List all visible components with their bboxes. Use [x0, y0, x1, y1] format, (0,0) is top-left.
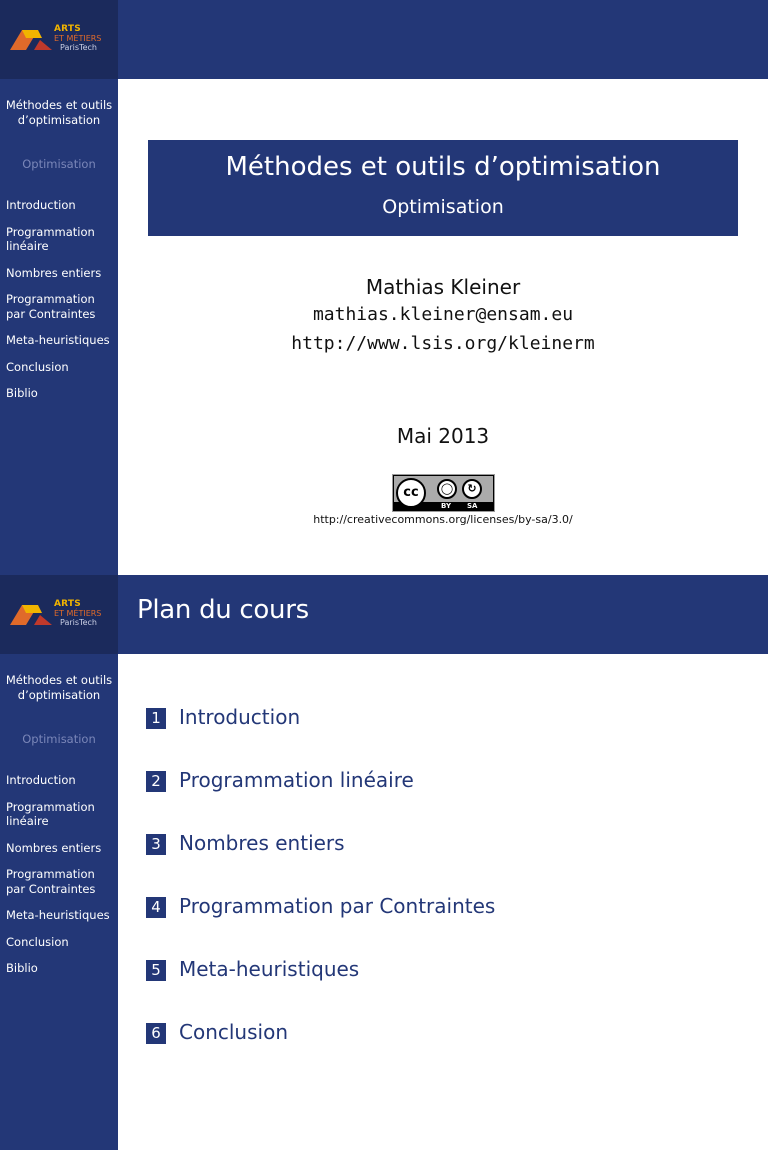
cc-icon: cc [396, 478, 426, 508]
toc-label[interactable]: Conclusion [179, 1020, 288, 1044]
sidebar-item-biblio[interactable]: Biblio [6, 386, 38, 400]
logo-text-arts: ARTS [54, 24, 81, 34]
logo-text-et-metiers: ET MÉTIERS [54, 609, 102, 618]
sidebar-course-subtitle[interactable]: Optimisation [22, 732, 96, 746]
sidebar-item-programmation-contraintes[interactable]: Programmation par Contraintes [6, 292, 96, 321]
toc-label[interactable]: Programmation linéaire [179, 768, 414, 792]
toc-number: 5 [146, 960, 166, 981]
sidebar-nav [6, 198, 116, 413]
share-alike-icon: ↻ [462, 479, 482, 499]
cc-sa-label: SA [467, 502, 478, 510]
sidebar-course-title[interactable]: Méthodes et outils d’optimisation [5, 98, 113, 127]
logo-mark-icon [8, 601, 52, 627]
cc-by-sa-badge-icon [392, 474, 495, 512]
author-email: mathias.kleiner@ensam.eu [312, 304, 574, 325]
presentation-title: Méthodes et outils d’optimisation [225, 152, 661, 182]
logo-mark-icon [8, 26, 52, 52]
toc-label[interactable]: Introduction [179, 705, 301, 729]
sidebar [0, 79, 118, 575]
sidebar-item-nombres-entiers[interactable]: Nombres entiers [6, 265, 102, 280]
arts-et-metiers-logo [8, 599, 114, 629]
presentation-date: Mai 2013 [396, 424, 490, 448]
toc-label[interactable]: Programmation par Contraintes [179, 894, 496, 918]
logo-area [0, 575, 118, 654]
sidebar [0, 654, 118, 1150]
logo-text-et-metiers: ET MÉTIERS [54, 34, 102, 43]
sidebar-item-biblio[interactable]: Biblio [6, 961, 38, 975]
author-url: http://www.lsis.org/kleinerm [291, 333, 595, 354]
sidebar-course-subtitle[interactable]: Optimisation [22, 157, 96, 171]
logo-area [0, 0, 118, 79]
sidebar-item-conclusion[interactable]: Conclusion [6, 359, 69, 374]
sidebar-item-introduction[interactable]: Introduction [6, 198, 76, 212]
toc-number: 2 [146, 771, 166, 792]
toc-number: 6 [146, 1023, 166, 1044]
logo-text-paristech: ParisTech [60, 618, 97, 627]
sidebar-item-programmation-lineaire[interactable]: Programmation linéaire [6, 224, 95, 253]
sidebar-item-meta-heuristiques[interactable]: Meta-heuristiques [6, 333, 110, 347]
license-url[interactable]: http://creativecommons.org/licenses/by-sa/3.0/ [313, 513, 573, 526]
toc-label[interactable]: Nombres entiers [179, 831, 345, 855]
sidebar-item-programmation-lineaire[interactable]: Programmation linéaire [6, 799, 95, 828]
title-block [148, 140, 738, 236]
person-icon: ◯ [437, 479, 457, 499]
cc-by-label: BY [441, 502, 452, 510]
plan-slide [0, 575, 768, 1150]
sidebar-item-meta-heuristiques[interactable]: Meta-heuristiques [6, 908, 110, 922]
sidebar-item-conclusion[interactable]: Conclusion [6, 934, 69, 949]
toc-number: 3 [146, 834, 166, 855]
sidebar-item-nombres-entiers[interactable]: Nombres entiers [6, 840, 102, 855]
logo-text-arts: ARTS [54, 599, 81, 609]
sidebar-item-introduction[interactable]: Introduction [6, 773, 76, 787]
toc-number: 1 [146, 708, 166, 729]
frame-title: Plan du cours [137, 595, 309, 625]
sidebar-item-programmation-contraintes[interactable]: Programmation par Contraintes [6, 867, 96, 896]
toc-label[interactable]: Meta-heuristiques [179, 957, 360, 981]
sidebar-course-title[interactable]: Méthodes et outils d’optimisation [5, 673, 113, 702]
arts-et-metiers-logo [8, 24, 114, 54]
toc-number: 4 [146, 897, 166, 918]
sidebar-nav [6, 773, 116, 988]
author-name: Mathias Kleiner [365, 275, 521, 299]
logo-text-paristech: ParisTech [60, 43, 97, 52]
presentation-subtitle: Optimisation [382, 196, 504, 218]
